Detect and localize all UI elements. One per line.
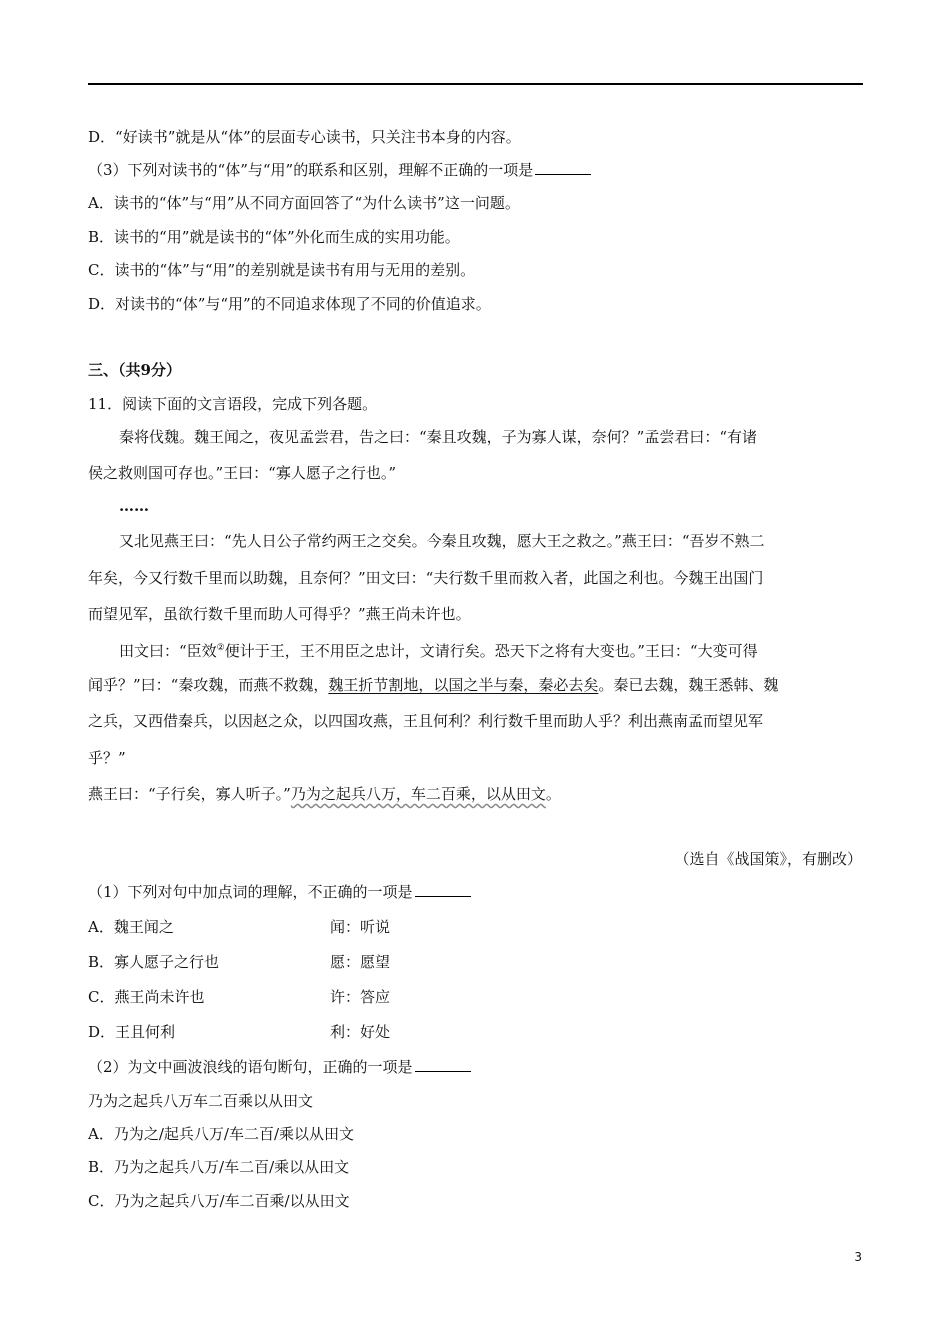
footnote-marker: ② xyxy=(216,643,225,653)
passage-p3-line2-b: 。秦已去魏，魏王悉韩、魏 xyxy=(598,676,779,694)
passage-p2-line1: 又北见燕王曰：“先人日公子常约两王之交矣。今秦且攻魏，愿大王之救之。”燕王曰：“吾岁不熟二 xyxy=(119,532,765,550)
q11-1-gloss-c: 许：答应 xyxy=(330,988,391,1006)
answer-blank xyxy=(535,160,591,175)
q11-intro: 11．阅读下面的文言语段，完成下列各题。 xyxy=(88,395,378,413)
q11-2-stem-text: （2）为文中画波浪线的语句断句，正确的一项是 xyxy=(88,1058,413,1076)
q11-1-stem-text: （1）下列对句中加点词的理解，不正确的一项是 xyxy=(88,883,413,901)
wavy-underlined-sentence: 乃为之起兵八万，车二百乘，以从田文 xyxy=(290,785,546,803)
q10-3-stem xyxy=(88,160,591,180)
q11-2-sentence: 乃为之起兵八万车二百乘以从田文 xyxy=(88,1092,314,1110)
passage-p3-line4: 乎？” xyxy=(88,749,126,767)
passage-p3-line1 xyxy=(119,638,758,661)
q10-3-option-c: C．读书的“体”与“用”的差别就是读书有用与无用的差别。 xyxy=(88,261,476,279)
q11-2-option-a: A．乃为之/起兵八万/车二百/乘以从田文 xyxy=(88,1125,354,1143)
passage-p1-line2: 侯之救则国可存也。”王曰：“寡人愿子之行也。” xyxy=(88,464,397,482)
q10-3-option-d: D．对读书的“体”与“用”的不同追求体现了不同的价值追求。 xyxy=(88,295,491,313)
q10-3-option-a: A．读书的“体”与“用”从不同方面回答了“为什么读书”这一问题。 xyxy=(88,194,520,212)
q11-1-option-a: A．魏王闻之 xyxy=(88,918,174,936)
q11-1-option-b: B．寡人愿子之行也 xyxy=(88,953,220,971)
passage-p3-line1-b: 便计于王，王不用臣之忠计，文请行矣。恐天下之将有大变也。”王曰：“大变可得 xyxy=(224,642,758,660)
passage-p4-b: 。 xyxy=(545,785,561,803)
passage-p4 xyxy=(88,784,561,804)
passage-p4-a: 燕王曰：“子行矣，寡人听子。” xyxy=(88,785,291,803)
passage-source: （选自《战国策》，有删改） xyxy=(674,850,862,868)
passage-p3-line3: 之兵，又西借秦兵，以因赵之众，以四国攻燕，王且何利？利行数千里而助人乎？利出燕南孟而望见军 xyxy=(88,712,764,730)
q11-1-gloss-d: 利：好处 xyxy=(330,1023,391,1041)
answer-blank xyxy=(415,1057,471,1072)
passage-p2-line2: 年矣，今又行数千里而以助魏，且奈何？”田文曰：“夫行数千里而救入者，此国之利也。今魏王出国门 xyxy=(88,569,764,587)
answer-blank xyxy=(415,882,471,897)
q10-3-stem-text: （3）下列对读书的“体”与“用”的联系和区别，理解不正确的一项是 xyxy=(88,161,534,179)
passage-p3-line1-a: 田文曰：“臣效 xyxy=(119,642,217,660)
q11-2-option-b: B．乃为之起兵八万/车二百/乘以从田文 xyxy=(88,1158,350,1176)
q11-1-gloss-b: 愿：愿望 xyxy=(330,953,391,971)
page-number: 3 xyxy=(854,1250,862,1264)
underlined-sentence: 魏王折节割地，以国之半与秦，秦必去矣 xyxy=(328,676,599,694)
q11-1-option-c: C．燕王尚未许也 xyxy=(88,988,205,1006)
q11-2-option-c: C．乃为之起兵八万/车二百乘/以从田文 xyxy=(88,1192,350,1210)
q10-option-d: D．“好读书”就是从“体”的层面专心读书，只关注书本身的内容。 xyxy=(88,128,521,146)
q10-3-option-b: B．读书的“用”就是读书的“体”外化而生成的实用功能。 xyxy=(88,228,460,246)
section-3-title: 三、（共9分） xyxy=(88,361,181,379)
q11-1-gloss-a: 闻：听说 xyxy=(330,918,391,936)
passage-ellipsis: …… xyxy=(119,497,149,515)
passage-p3-line2-a: 闻乎？”曰：“秦攻魏，而燕不救魏， xyxy=(88,676,329,694)
q11-1-stem xyxy=(88,882,471,902)
passage-p1-line1: 秦将伐魏。魏王闻之，夜见孟尝君，告之曰：“秦且攻魏，子为寡人谋，奈何？”孟尝君曰：“有诸 xyxy=(119,428,758,446)
passage-p3-line2 xyxy=(88,675,778,695)
header-rule xyxy=(88,83,863,85)
passage-p2-line3: 而望见军，虽欲行数千里而助人可得乎？”燕王尚未许也。 xyxy=(88,605,471,623)
q11-2-stem xyxy=(88,1057,471,1077)
q11-1-option-d: D．王且何利 xyxy=(88,1023,176,1041)
